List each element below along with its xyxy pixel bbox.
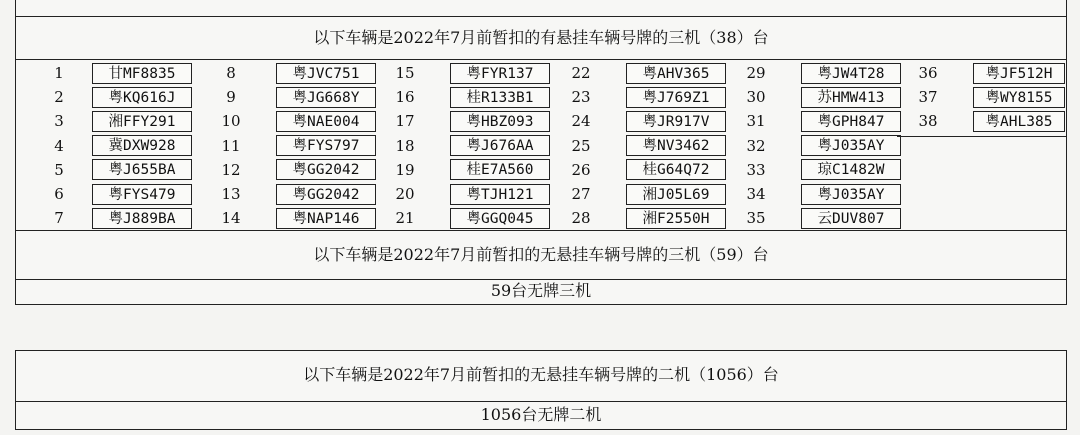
row-number: 1: [54, 64, 64, 82]
row-number: 36: [918, 64, 938, 82]
plate-number-cell: 粤JF512H: [973, 63, 1065, 84]
plate-number-cell: 粤J769Z1: [626, 87, 726, 108]
plate-number-cell: 云DUV807: [801, 208, 901, 229]
row-number: 7: [54, 209, 64, 228]
plate-grid: [16, 60, 1066, 230]
unplated-two-wheeler-summary: 1056台无牌二机: [16, 401, 1066, 428]
unplated-three-wheeler-heading: 以下车辆是2022年7月前暂扣的无悬挂车辆号牌的三机（59）台: [16, 230, 1066, 280]
plate-number-cell: 湘FFY291: [92, 111, 192, 132]
plate-number-cell: 粤HBZ093: [450, 111, 550, 132]
plate-number-cell: 粤GPH847: [801, 111, 901, 132]
plate-number-cell: 粤J035AY: [801, 184, 901, 205]
plate-column: [200, 60, 375, 230]
plate-number-cell: 甘MF8835: [92, 63, 192, 84]
row-number: 27: [571, 185, 591, 203]
plate-number-cell: 粤KQ616J: [92, 87, 192, 108]
plate-number-cell: 粤JG668Y: [276, 87, 376, 108]
row-number: 20: [395, 185, 415, 203]
row-number: 30: [746, 88, 766, 107]
plate-number-cell: 粤J035AY: [801, 135, 901, 156]
row-number: 32: [746, 136, 766, 155]
plate-column: [550, 60, 725, 230]
row-number: 19: [395, 160, 415, 179]
row-number: 8: [226, 64, 236, 82]
plate-number-cell: 粤NAE004: [276, 111, 376, 132]
row-number: 22: [571, 64, 591, 82]
plated-three-wheeler-heading: 以下车辆是2022年7月前暂扣的有悬挂车辆号牌的三机（38）台: [16, 16, 1066, 60]
row-number: 13: [221, 185, 241, 203]
row-number: 3: [54, 112, 64, 131]
plate-column: [725, 60, 900, 230]
row-number: 25: [571, 136, 591, 155]
plate-number-cell: 苏HMW413: [801, 87, 901, 108]
row-number: 9: [226, 88, 236, 107]
plate-number-cell: 粤NV3462: [626, 135, 726, 156]
plate-number-cell: 粤AHV365: [626, 63, 726, 84]
plate-number-cell: 粤GG2042: [276, 159, 376, 180]
row-number: 28: [571, 209, 591, 228]
row-number: 37: [918, 88, 938, 107]
row-number: 31: [746, 112, 766, 131]
row-number: 2: [54, 88, 64, 107]
row-number: 12: [221, 160, 241, 179]
plate-number-cell: 粤GGQ045: [450, 208, 550, 229]
row-number: 16: [395, 88, 415, 107]
plate-number-cell: 粤JR917V: [626, 111, 726, 132]
unplated-two-wheeler-heading: 以下车辆是2022年7月前暂扣的无悬挂车辆号牌的二机（1056）台: [303, 365, 779, 384]
two-wheeler-table: [15, 350, 1067, 430]
three-wheeler-table: [15, 0, 1067, 305]
plate-number-cell: 粤FYS797: [276, 135, 376, 156]
row-number: 21: [395, 209, 415, 228]
row-number: 29: [746, 64, 766, 82]
plate-number-cell: 粤J889BA: [92, 208, 192, 229]
plate-number-cell: 粤FYS479: [92, 184, 192, 205]
row-number: 10: [221, 112, 241, 131]
row-number: 35: [746, 209, 766, 228]
plate-number-cell: 粤J655BA: [92, 159, 192, 180]
row-number: 17: [395, 112, 415, 131]
plate-number-cell: 湘F2550H: [626, 208, 726, 229]
plate-number-cell: 桂G64Q72: [626, 159, 726, 180]
row-number: 18: [395, 136, 415, 155]
plate-number-cell: 粤NAP146: [276, 208, 376, 229]
plate-number-cell: 粤JW4T28: [801, 63, 901, 84]
row-number: 23: [571, 88, 591, 107]
row-number: 38: [918, 112, 938, 131]
row-number: 34: [746, 185, 766, 203]
row-number: 6: [54, 185, 64, 203]
grid-separator: [897, 136, 1066, 137]
plate-number-cell: 冀DXW928: [92, 135, 192, 156]
plate-number-cell: 粤WY8155: [973, 87, 1065, 108]
plate-number-cell: 粤JVC751: [276, 63, 376, 84]
row-number: 15: [395, 64, 415, 82]
plate-number-cell: 湘J05L69: [626, 184, 726, 205]
plate-number-cell: 琼C1482W: [801, 159, 901, 180]
plate-number-cell: 粤GG2042: [276, 184, 376, 205]
row-number: 11: [221, 136, 241, 155]
unplated-three-wheeler-summary: 59台无牌三机: [490, 281, 592, 300]
plate-number-cell: 粤FYR137: [450, 63, 550, 84]
row-number: 33: [746, 160, 766, 179]
row-number: 5: [54, 160, 64, 179]
plate-column: [16, 60, 191, 230]
plate-column: [374, 60, 549, 230]
plate-number-cell: 桂E7A560: [450, 159, 550, 180]
plate-column: [897, 60, 1072, 230]
row-number: 26: [571, 160, 591, 179]
row-number: 14: [221, 209, 241, 228]
plate-number-cell: 粤J676AA: [450, 135, 550, 156]
plate-number-cell: 粤AHL385: [973, 111, 1065, 132]
row-number: 24: [571, 112, 591, 131]
plate-number-cell: 桂R133B1: [450, 87, 550, 108]
plate-number-cell: 粤TJH121: [450, 184, 550, 205]
row-number: 4: [54, 136, 64, 155]
